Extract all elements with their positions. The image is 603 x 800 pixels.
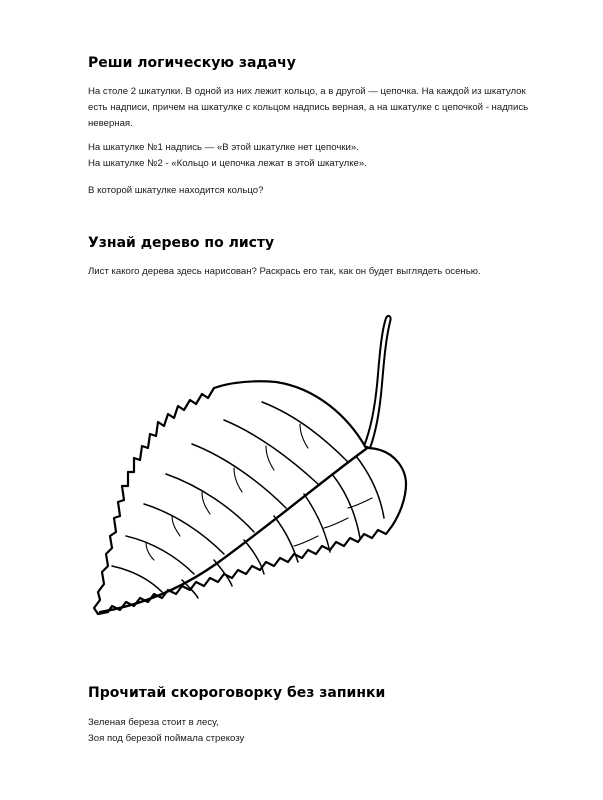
logic-task-heading: Реши логическую задачу [88,55,296,71]
tongue-twister-line: Зоя под березой поймала стрекозу [88,733,245,744]
birch-leaf-illustration [86,308,426,638]
logic-task-line: есть надписи, причем на шкатулке с кольцом надпись верная, а на шкатулке с цепочкой - надпись [88,102,529,113]
logic-task-line: На столе 2 шкатулки. В одной из них лежит кольцо, а в другой — цепочка. На каждой из шкатулок [88,86,526,97]
logic-task-line: неверная. [88,118,133,129]
logic-task-text [88,84,588,132]
logic-task-question-text: В которой шкатулке находится кольцо? [88,185,264,196]
leaf-task-instruction [88,264,588,280]
logic-task-question [88,183,588,199]
leaf-task-instruction-text: Лист какого дерева здесь нарисован? Раскрась его так, как он будет выглядеть осенью. [88,266,481,277]
tongue-twister-line: Зеленая береза стоит в лесу, [88,717,219,728]
leaf-stem [364,316,391,448]
box-labels [88,140,588,172]
box-2-label: На шкатулке №2 - «Кольцо и цепочка лежат в этой шкатулке». [88,158,367,169]
box-1-label: На шкатулке №1 надпись — «В этой шкатулке нет цепочки». [88,142,359,153]
leaf-blade [94,381,406,614]
tongue-twister-heading: Прочитай скороговорку без запинки [88,685,386,701]
leaf-task-heading: Узнай дерево по листу [88,235,275,251]
tongue-twister-text [88,715,588,747]
